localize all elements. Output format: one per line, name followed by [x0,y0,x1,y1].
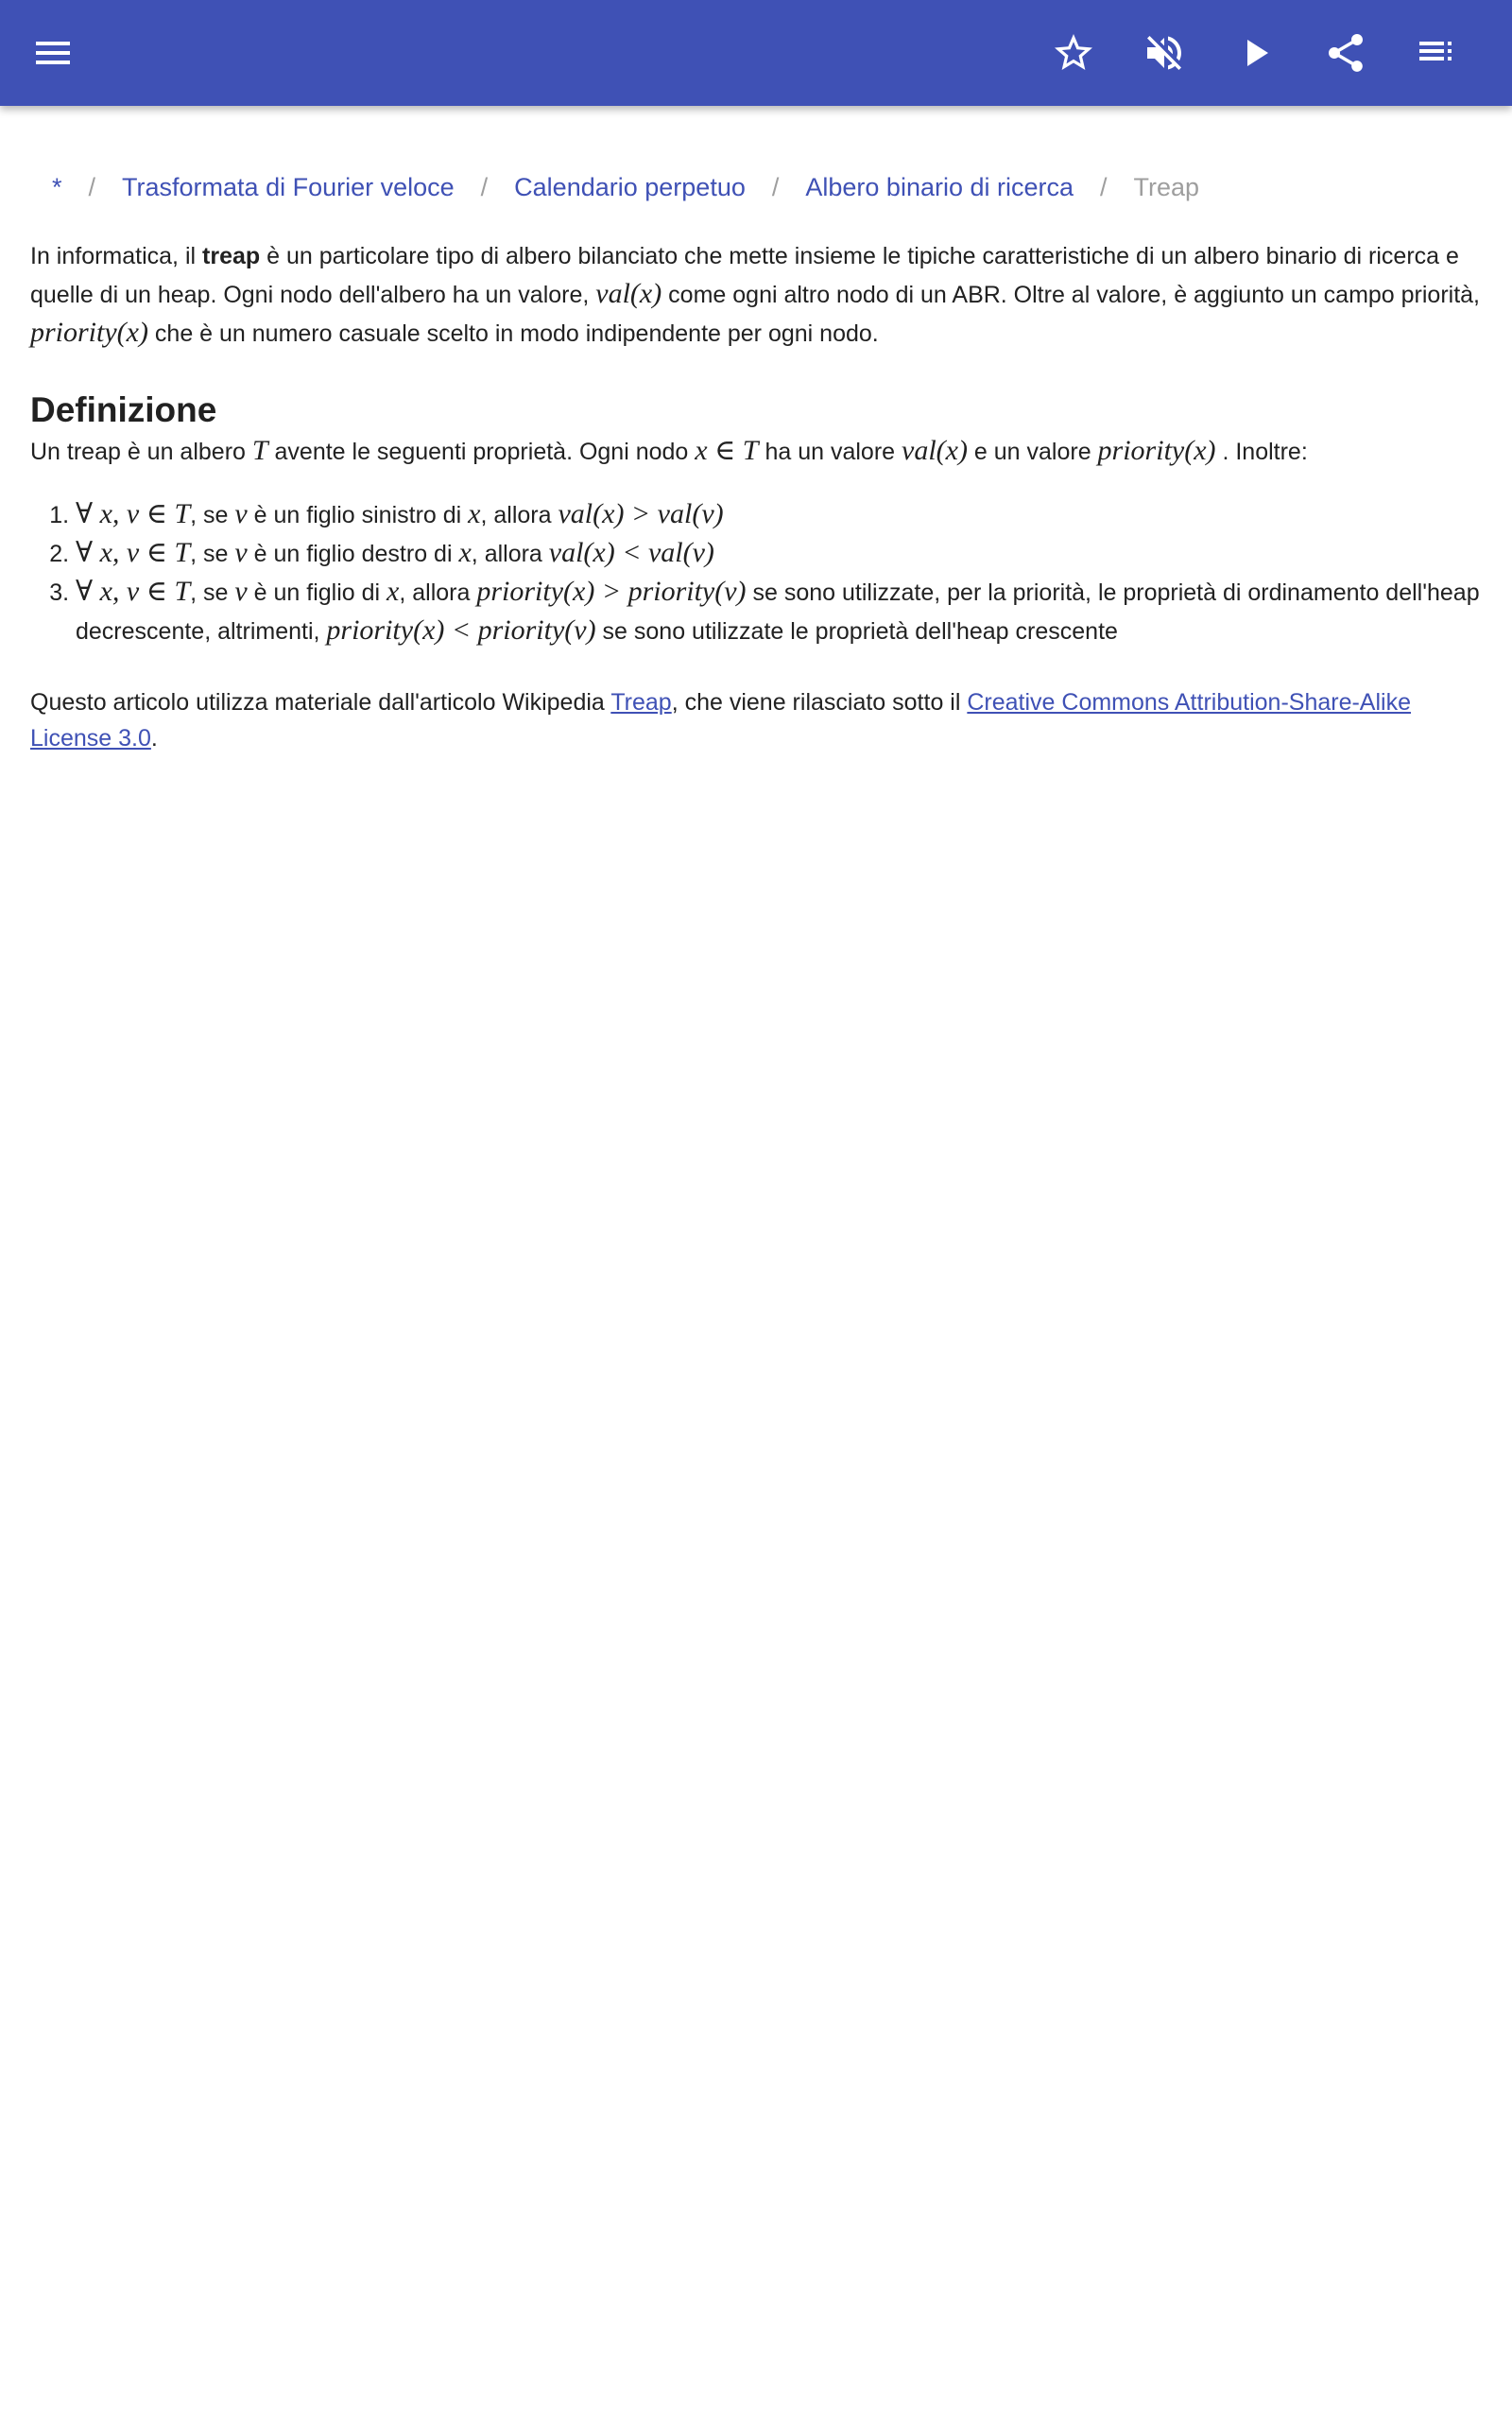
item-text: è un figlio sinistro di [247,502,469,528]
math-val-x: val(x) [595,278,662,309]
breadcrumb-separator: / [1100,173,1108,201]
math-T: T [251,435,268,466]
license-link[interactable]: Creative Commons Attribution-Share-Alike License 3.0 [30,689,1411,752]
breadcrumb-item-bst[interactable]: Albero binario di ricerca [805,173,1074,201]
item-text: , allora [480,502,558,528]
menu-button[interactable] [26,26,79,79]
math-quantifier: ∀ x, v ∈ T [76,537,191,568]
article-content [30,106,1482,756]
intro-text: In informatica, il [30,243,203,269]
mute-button[interactable] [1138,26,1191,79]
math-priority-x: priority(x) [1097,435,1216,466]
breadcrumb [30,170,1482,204]
definition-text: ha un valore [758,439,902,465]
math-v: v [234,498,248,529]
item-text: , se [190,502,235,528]
breadcrumb-item-home[interactable]: * [52,173,62,201]
term-treap: treap [202,243,261,269]
property-list [30,495,1482,650]
intro-text: è un particolare tipo di albero bilanciato che mette insieme le tipiche caratteristiche di un albero binario di ricerca e quelle di un heap. Ogni nodo dell'albero ha un valore, [30,243,1459,308]
item-text: è un figlio destro di [247,541,459,567]
math-priority-x: priority(x) [30,317,148,348]
play-icon [1232,30,1278,76]
math-x: x [387,576,400,607]
item-text: se sono utilizzate, per la priorità, le proprietà di ordinamento dell'heap decrescente, altrimenti, [76,579,1480,645]
intro-text: che è un numero casuale scelto in modo indipendente per ogni nodo. [147,320,879,347]
section-heading-definizione: Definizione [30,390,217,429]
star-outline-icon [1051,30,1096,76]
play-button[interactable] [1228,26,1281,79]
intro-text: come ogni altro nodo di un ABR. Oltre al valore, è aggiunto un campo priorità, [662,282,1481,308]
attribution-text: . [150,725,158,752]
item-text: è un figlio di [247,579,387,606]
share-icon [1323,30,1368,76]
intro-paragraph [30,237,1482,353]
volume-off-icon [1142,30,1187,76]
breadcrumb-item-calendar[interactable]: Calendario perpetuo [514,173,746,201]
breadcrumb-separator: / [88,173,96,201]
app-bar [0,0,1512,106]
definition-text: e un valore [967,439,1098,465]
math-condition: val(x) < val(v) [548,537,714,568]
item-text: , se [190,579,235,606]
definition-lead [30,432,1482,471]
item-text: , se [190,541,235,567]
math-x: x [458,537,472,568]
attribution-text: , che viene rilasciato sotto il [671,689,968,716]
wikipedia-article-link[interactable]: Treap [610,689,672,716]
item-text: , allora [399,579,477,606]
math-v: v [234,537,248,568]
playlist-button[interactable] [1410,26,1463,79]
math-x: x [468,498,481,529]
breadcrumb-separator: / [480,173,489,201]
list-item [76,495,1482,534]
breadcrumb-separator: / [771,173,780,201]
menu-icon [30,30,76,76]
definition-text: . Inoltre: [1215,439,1308,465]
list-item [76,534,1482,573]
definition-text: Un treap è un albero [30,439,252,465]
list-item [76,573,1482,650]
item-text: , allora [471,541,549,567]
item-text: se sono utilizzate le proprietà dell'heap crescente [595,618,1118,645]
math-quantifier: ∀ x, v ∈ T [76,498,191,529]
attribution-text: Questo articolo utilizza materiale dall'articolo Wikipedia [30,689,611,716]
breadcrumb-item-fft[interactable]: Trasformata di Fourier veloce [122,173,455,201]
math-condition: priority(x) > priority(v) [476,576,747,607]
attribution-note [30,684,1482,756]
breadcrumb-current: Treap [1133,173,1200,201]
math-condition: val(x) > val(v) [558,498,724,529]
math-val-x: val(x) [902,435,968,466]
playlist-icon [1414,30,1459,76]
definition-text: avente le seguenti proprietà. Ogni nodo [267,439,696,465]
math-v: v [234,576,248,607]
share-button[interactable] [1319,26,1372,79]
math-x-in-T: x ∈ T [695,435,759,466]
favorite-button[interactable] [1047,26,1100,79]
math-quantifier: ∀ x, v ∈ T [76,576,191,607]
math-condition: priority(x) < priority(v) [326,614,596,646]
